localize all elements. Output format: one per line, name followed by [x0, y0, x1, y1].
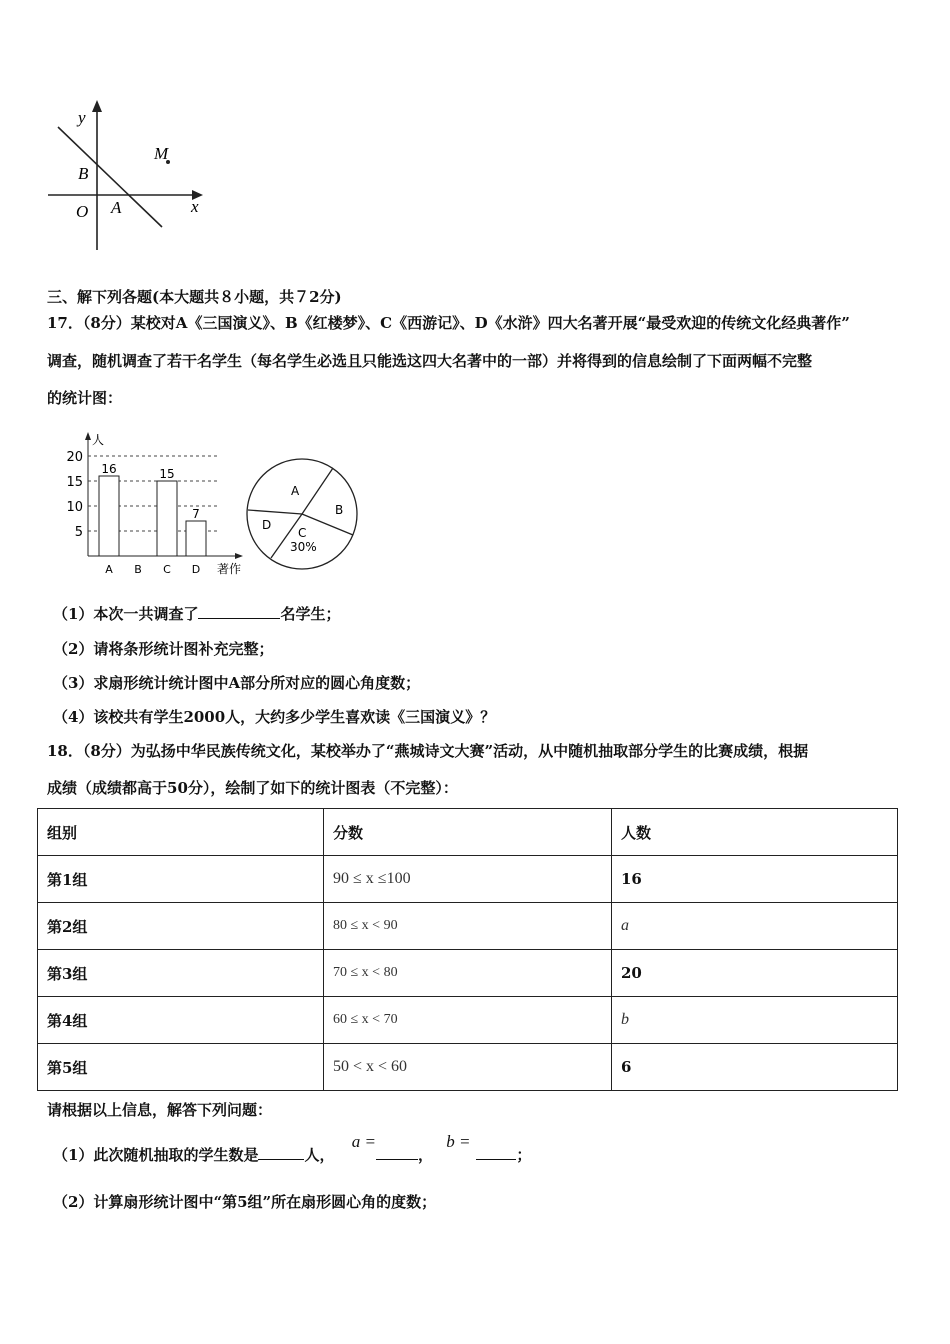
q17-line3: 的统计图： [47, 389, 123, 407]
y-tick-label: 20 [66, 450, 83, 465]
table-row [38, 950, 898, 997]
table-row [38, 856, 898, 903]
pie-divider-ab [302, 468, 333, 514]
label-b: B [78, 164, 89, 183]
q17-line2: 调查，随机调查了若干名学生（每名学生必选且只能选这四大名著中的一部）并将得到的信息绘制了下面两幅不完整 [47, 352, 813, 370]
label-a: A [111, 198, 122, 217]
y-axis-arrow [92, 100, 102, 112]
cell-count: 20 [612, 950, 898, 997]
pie-label-c: C [298, 526, 307, 540]
table-header-row [38, 809, 898, 856]
bar-x-arrow [235, 553, 243, 559]
pie-divider-bc [302, 514, 353, 535]
cell-range: 90 ≤ x ≤100 [324, 856, 612, 903]
q18-sub1-end: ； [516, 1146, 532, 1164]
label-m: M [154, 144, 169, 163]
bar-chart [55, 428, 260, 578]
cell-group: 第1组 [38, 856, 324, 903]
cell-group: 第4组 [38, 997, 324, 1044]
cell-count: a [612, 903, 898, 950]
header-group: 组别 [38, 809, 324, 856]
cell-count: 6 [612, 1044, 898, 1091]
q18-sub1-b: b = [446, 1132, 471, 1151]
table-row [38, 1044, 898, 1091]
q18-sub1-count-blank[interactable] [258, 1145, 304, 1160]
line-ab [58, 127, 162, 227]
x-tick-label: C [163, 563, 171, 576]
score-table [37, 808, 898, 1091]
cell-range: 80 ≤ x < 90 [324, 903, 612, 950]
pie-chart [243, 455, 363, 575]
table-row [38, 997, 898, 1044]
q17-sub1-prefix: （1）本次一共调查了 [53, 605, 199, 623]
label-x: x [191, 197, 199, 216]
q18-sub1-mid: 人， [304, 1146, 335, 1164]
q17-sub2: （2）请将条形统计图补充完整； [53, 640, 274, 658]
y-tick-label: 5 [74, 525, 83, 540]
cell-group: 第5组 [38, 1044, 324, 1091]
pie-label-a: A [291, 484, 300, 498]
bar-a [99, 476, 119, 556]
q18-prompt: 请根据以上信息，解答下列问题： [47, 1101, 273, 1119]
bar-c [157, 481, 177, 556]
q17-sub1-suffix: 名学生； [280, 605, 341, 623]
bar-x-label: 著作 [217, 562, 242, 576]
table-row [38, 903, 898, 950]
header-score: 分数 [324, 809, 612, 856]
bar-y-label: 人 [92, 433, 105, 447]
label-origin: O [76, 202, 89, 221]
q17-sub1-blank[interactable] [198, 604, 280, 619]
header-count: 人数 [612, 809, 898, 856]
bar-y-arrow [85, 432, 91, 440]
pie-divider-ad [248, 510, 302, 514]
pie-label-d: D [262, 518, 272, 532]
cell-range: 70 ≤ x < 80 [324, 950, 612, 997]
q18-line2: 成绩（成绩都高于50分），绘制了如下的统计图表（不完整）： [47, 779, 458, 797]
q17-line1: 17．（8分）某校对A《三国演义》、B《红楼梦》、C《西游记》、D《水浒》四大名著开展“最受欢迎的传统文化经典著作” [47, 314, 850, 332]
q17-sub1 [53, 603, 340, 624]
q17-sub4: （4）该校共有学生2000人，大约多少学生喜欢读《三国演义》？ [53, 708, 496, 726]
cell-count: b [612, 997, 898, 1044]
q18-sub1-a: a = [351, 1132, 376, 1151]
q18-sub1-a-blank[interactable] [376, 1145, 418, 1160]
pie-annotation-c: 30% [290, 540, 317, 554]
bar-value-label: 15 [159, 467, 175, 481]
bar-d [186, 521, 206, 556]
x-tick-label: D [191, 563, 201, 576]
y-tick-label: 15 [66, 475, 83, 490]
pie-label-b: B [335, 503, 344, 517]
bar-value-label: 7 [192, 507, 200, 521]
cell-count: 16 [612, 856, 898, 903]
cell-group: 第2组 [38, 903, 324, 950]
x-tick-label: B [134, 563, 142, 576]
q18-sub1-comma: ， [417, 1146, 433, 1164]
cell-group: 第3组 [38, 950, 324, 997]
cell-range: 60 ≤ x < 70 [324, 997, 612, 1044]
y-tick-label: 10 [66, 500, 83, 515]
q18-line1: 18．（8分）为弘扬中华民族传统文化，某校举办了“燕城诗文大赛”活动，从中随机抽取部分学生的比赛成绩，根据 [47, 742, 809, 760]
q18-sub1 [53, 1131, 531, 1163]
q18-sub2: （2）计算扇形统计图中“第5组”所在扇形圆心角的度数； [53, 1193, 437, 1211]
x-tick-label: A [105, 563, 113, 576]
cell-range: 50 < x < 60 [324, 1044, 612, 1091]
coordinate-figure [40, 95, 220, 260]
q17-sub3: （3）求扇形统计统计图中A部分所对应的圆心角度数； [53, 674, 421, 692]
q18-sub1-b-blank[interactable] [476, 1145, 516, 1160]
label-y: y [78, 108, 86, 127]
section-heading: 三、解下列各题(本大题共８小题，共７2分) [47, 288, 342, 306]
q18-sub1-prefix: （1）此次随机抽取的学生数是 [53, 1146, 259, 1164]
bar-value-label: 16 [101, 462, 117, 476]
